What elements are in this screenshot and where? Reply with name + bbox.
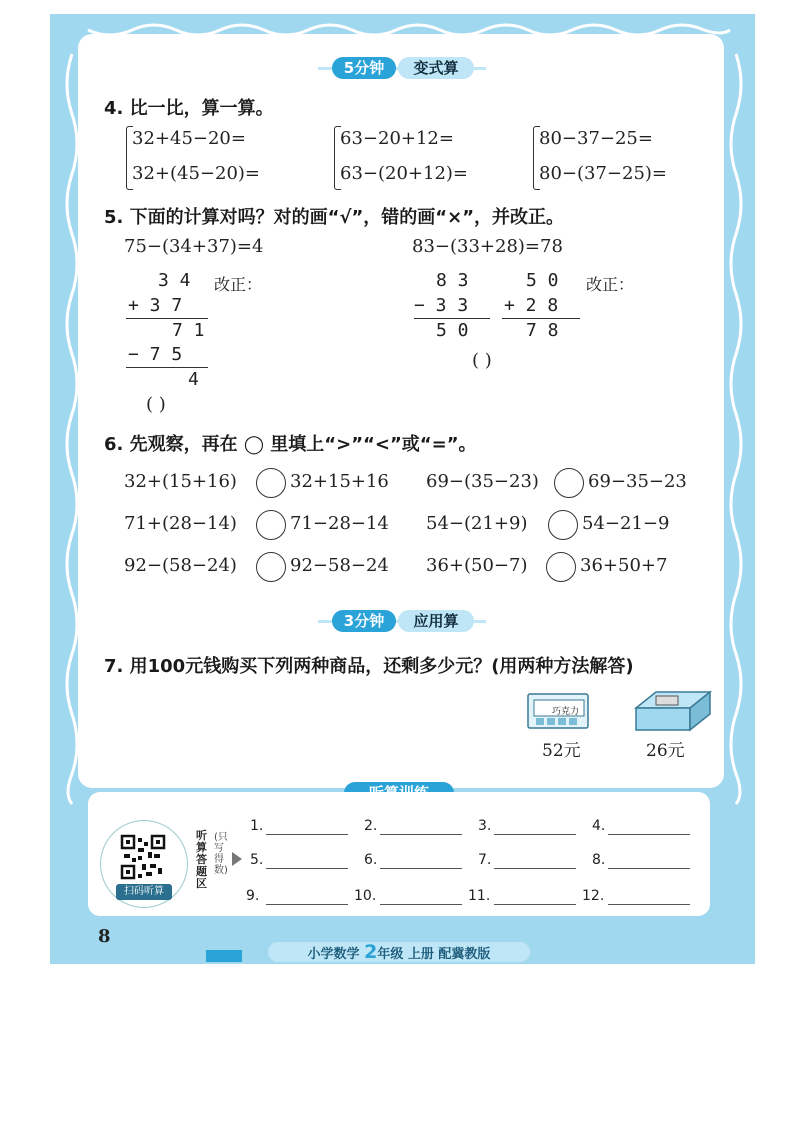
expression: 63−(20+12)= bbox=[340, 163, 469, 184]
expression: 32+(45−20)= bbox=[132, 163, 261, 184]
answer-number: 12. bbox=[582, 888, 605, 904]
answer-line[interactable] bbox=[380, 904, 462, 905]
expression: 32+15+16 bbox=[290, 471, 389, 492]
calc-rule bbox=[502, 318, 580, 319]
section-banner-application bbox=[318, 608, 486, 634]
calc-row: + 3 7 bbox=[128, 295, 183, 316]
arrow-right-icon bbox=[232, 852, 242, 866]
footer-tab-decoration bbox=[206, 950, 242, 962]
qr-code-icon bbox=[120, 834, 166, 880]
answer-line[interactable] bbox=[608, 834, 690, 835]
footer-label bbox=[268, 942, 530, 962]
listen-area-note: (只写得数) bbox=[214, 832, 228, 876]
time-badge: 5分钟 bbox=[332, 57, 396, 79]
expression: 32+(15+16) bbox=[124, 471, 237, 492]
answer-line[interactable] bbox=[380, 834, 462, 835]
expression: 80−37−25= bbox=[539, 128, 653, 149]
time-badge: 3分钟 bbox=[332, 610, 396, 632]
footer-term: 上册 bbox=[407, 947, 434, 962]
answer-line[interactable] bbox=[266, 904, 348, 905]
calc-row: − 3 3 bbox=[414, 295, 469, 316]
answer-number: 7. bbox=[478, 852, 492, 868]
answer-number: 6. bbox=[364, 852, 378, 868]
answer-number: 1. bbox=[250, 818, 264, 834]
answer-line[interactable] bbox=[266, 834, 348, 835]
question-7-text: 7. 用100元钱购买下列两种商品，还剩多少元？(用两种方法解答) bbox=[104, 656, 634, 677]
answer-number: 4. bbox=[592, 818, 606, 834]
chocolate-label: 巧克力 bbox=[552, 707, 580, 717]
compare-circle[interactable] bbox=[554, 468, 584, 498]
answer-number: 3. bbox=[478, 818, 492, 834]
footer-subject: 小学数学 bbox=[307, 947, 360, 962]
calc-row: 4 bbox=[188, 369, 199, 390]
calc-row: 3 4 bbox=[158, 270, 191, 291]
answer-line[interactable] bbox=[380, 868, 462, 869]
calc-row: 5 0 bbox=[526, 270, 559, 291]
footer-grade: 2 bbox=[364, 941, 378, 963]
compare-circle[interactable] bbox=[256, 468, 286, 498]
question-4-title: 4. 比一比，算一算。 bbox=[104, 98, 274, 119]
compare-circle[interactable] bbox=[548, 510, 578, 540]
calc-rule bbox=[126, 318, 208, 319]
expression: 83−(33+28)=78 bbox=[412, 236, 563, 257]
expression: 92−(58−24) bbox=[124, 555, 237, 576]
question-7-title bbox=[104, 652, 634, 678]
answer-parens: ( ) bbox=[472, 350, 492, 371]
answer-line[interactable] bbox=[266, 868, 348, 869]
compare-circle[interactable] bbox=[256, 552, 286, 582]
section-banner-variant bbox=[318, 55, 486, 81]
calc-row: 8 3 bbox=[436, 270, 469, 291]
expression: 54−(21+9) bbox=[426, 513, 528, 534]
calc-row: 5 0 bbox=[436, 320, 469, 341]
answer-number: 10. bbox=[354, 888, 377, 904]
listen-area-label: 听算答题区 bbox=[196, 829, 207, 890]
expression: 75−(34+37)=4 bbox=[124, 236, 264, 257]
answer-number: 8. bbox=[592, 852, 606, 868]
expression: 69−(35−23) bbox=[426, 471, 539, 492]
fix-label: 改正： bbox=[214, 275, 263, 294]
expression: 71−28−14 bbox=[290, 513, 389, 534]
fix-label: 改正： bbox=[586, 275, 635, 294]
calc-row: 7 1 bbox=[172, 320, 205, 341]
price-label: 26元 bbox=[646, 741, 685, 761]
footer-grade-suffix: 年级 bbox=[377, 947, 404, 962]
question-5-title: 5. 下面的计算对吗？对的画“√”，错的画“×”，并改正。 bbox=[104, 207, 565, 228]
calc-rule bbox=[126, 367, 208, 368]
expression: 92−58−24 bbox=[290, 555, 389, 576]
expression: 54−21−9 bbox=[582, 513, 670, 534]
price-label: 52元 bbox=[542, 741, 581, 761]
answer-number: 11. bbox=[468, 888, 491, 904]
page-number: 8 bbox=[98, 926, 111, 947]
calc-row: + 2 8 bbox=[504, 295, 559, 316]
answer-line[interactable] bbox=[494, 834, 576, 835]
compare-circle[interactable] bbox=[256, 510, 286, 540]
expression: 32+45−20= bbox=[132, 128, 246, 149]
calc-rule bbox=[414, 318, 490, 319]
answer-number: 5. bbox=[250, 852, 264, 868]
compare-circle[interactable] bbox=[546, 552, 576, 582]
expression: 71+(28−14) bbox=[124, 513, 237, 534]
expression: 36+(50−7) bbox=[426, 555, 528, 576]
answer-line[interactable] bbox=[608, 868, 690, 869]
answer-parens: ( ) bbox=[146, 394, 166, 415]
answer-line[interactable] bbox=[494, 904, 576, 905]
expression: 63−20+12= bbox=[340, 128, 454, 149]
answer-line[interactable] bbox=[494, 868, 576, 869]
section-title: 应用算 bbox=[398, 610, 474, 632]
question-6-title: 6. 先观察，再在 ◯ 里填上“>”“<”或“=”。 bbox=[104, 434, 477, 455]
answer-number: 9. bbox=[246, 888, 260, 904]
answer-number: 2. bbox=[364, 818, 378, 834]
eraser-box-image bbox=[632, 686, 714, 734]
answer-line[interactable] bbox=[608, 904, 690, 905]
expression: 80−(37−25)= bbox=[539, 163, 668, 184]
footer-edition: 配冀教版 bbox=[438, 947, 491, 962]
section-title: 变式算 bbox=[398, 57, 474, 79]
expression: 36+50+7 bbox=[580, 555, 668, 576]
expression: 69−35−23 bbox=[588, 471, 687, 492]
scan-label: 扫码听算 bbox=[116, 884, 172, 900]
calc-row: − 7 5 bbox=[128, 344, 183, 365]
calc-row: 7 8 bbox=[526, 320, 559, 341]
